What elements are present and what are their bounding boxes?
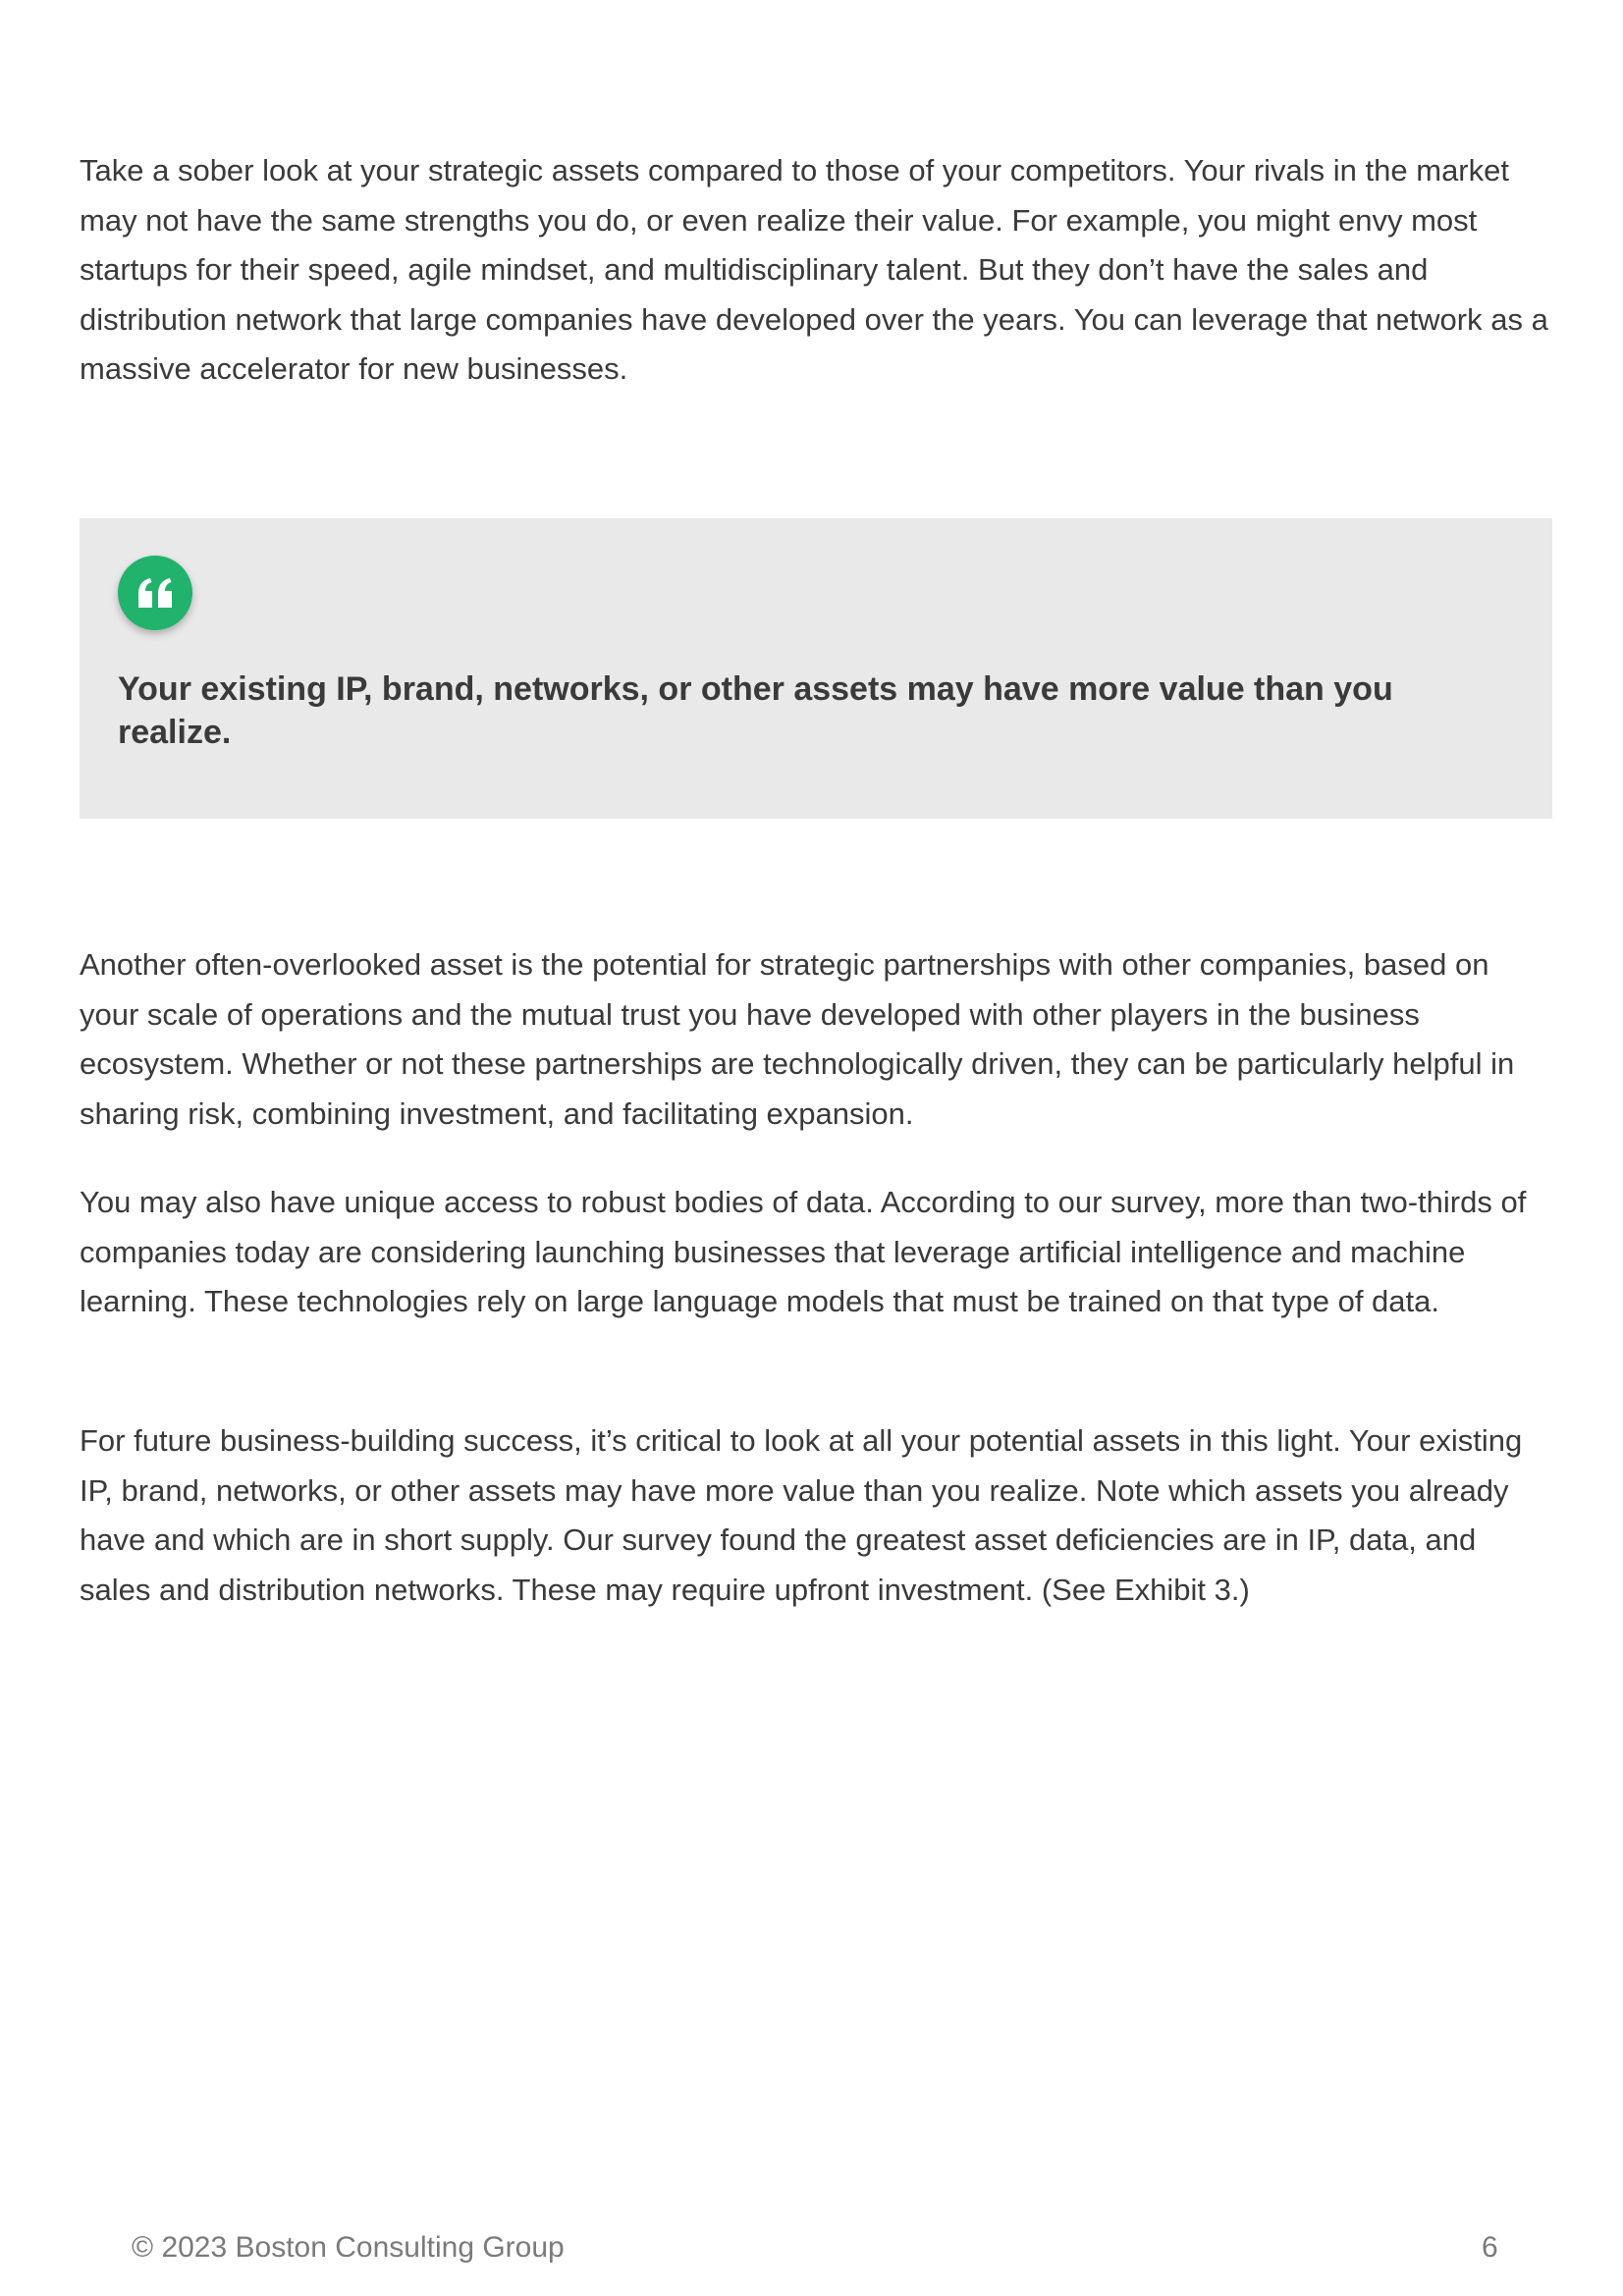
quote-icon-glyph [136, 578, 174, 608]
quote-icon [118, 556, 192, 630]
footer-copyright: © 2023 Boston Consulting Group [132, 2231, 565, 2264]
body-paragraph: For future business-building success, it’s critical to look at all your potential assets in this light. Your existing IP, brand, networks, or other assets may have more value than you realize. Note which assets you already have and which are in short supply. Our survey found the greatest asset deficiencies are in IP, data, and sales and distribution networks. These may require upfront investment. (See Exhibit 3.) [80, 1423, 1523, 1607]
body-paragraph: Take a sober look at your strategic assets compared to those of your competitors. Your rivals in the market may not have the same strengths you do, or even realize their value. For example, you might envy most startups for their speed, agile mindset, and multidisciplinary talent. But they don’t have the sales and distribution network that large companies have developed over the years. You can leverage that network as a massive accelerator for new businesses. [80, 153, 1548, 386]
body-paragraph: Another often-overlooked asset is the potential for strategic partnerships with other companies, based on your scale of operations and the mutual trust you have developed with other players in the business ecosystem. Whether or not these partnerships are technologically driven, they can be particularly helpful in sharing risk, combining investment, and facilitating expansion. [80, 947, 1515, 1131]
body-paragraph: You may also have unique access to robust bodies of data. According to our survey, more than two-thirds of companies today are considering launching businesses that leverage artificial intelligence and machine learning. These technologies rely on large language models that must be trained on that type of data. [80, 1185, 1527, 1318]
pull-quote-callout [80, 518, 1552, 819]
page-number: 6 [1482, 2231, 1498, 2264]
pull-quote-text: Your existing IP, brand, networks, or other assets may have more value than you realize. [118, 670, 1393, 751]
